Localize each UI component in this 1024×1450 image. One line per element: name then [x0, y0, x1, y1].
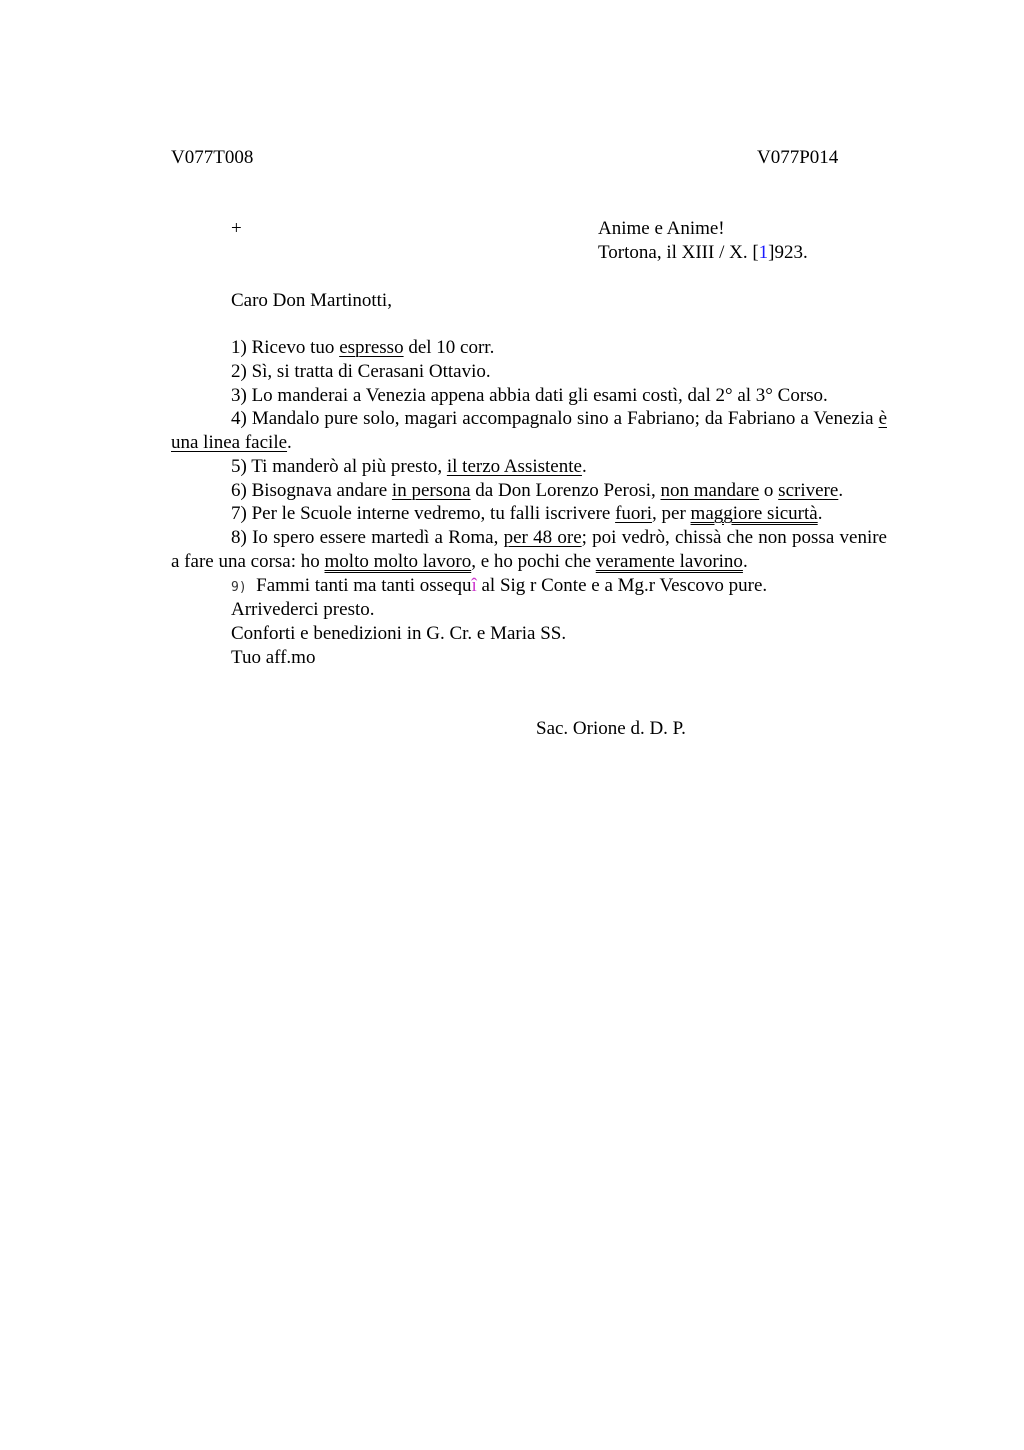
list-item-6 [231, 479, 843, 503]
list-item-4 [171, 407, 887, 455]
item-text: . [287, 432, 292, 453]
item-text: al Sig r Conte e a Mg.r Vescovo pure. [476, 575, 768, 596]
document-code-right: V077P014 [757, 147, 839, 168]
signature: Sac. Orione d. D. P. [536, 718, 686, 739]
underlined-text: espresso [339, 337, 404, 358]
item-text: Fammi tanti ma tanti ossequ [246, 575, 472, 596]
underlined-text: il terzo Assistente [446, 456, 582, 477]
dateline-correction: 1 [758, 242, 769, 263]
item-text: . [742, 551, 748, 572]
closing-line-2: Conforti e benedizioni in G. Cr. e Maria SS. [231, 623, 567, 644]
list-item-9 [231, 574, 767, 600]
underlined-text: scrivere [778, 480, 839, 501]
item-text: 1) Ricevo tuo [231, 337, 340, 358]
item-text: . [838, 480, 844, 501]
item-text: ; poi vedrò, chissà che non possa venire a fare una corsa: ho [171, 527, 887, 572]
salutation: Caro Don Martinotti, [231, 290, 392, 311]
item-text: 7) Per le Scuole interne vedremo, tu falli iscrivere [231, 503, 616, 524]
motto: Anime e Anime! [598, 218, 725, 239]
item-text: 2) Sì, si tratta di Cerasani Ottavio. [231, 361, 491, 382]
corrected-character: î [471, 575, 477, 596]
double-underlined-text: veramente lavorino [595, 551, 743, 572]
double-underlined-text: molto molto lavoro [324, 551, 472, 572]
underlined-text: in persona [391, 480, 471, 501]
list-item-2 [231, 360, 491, 384]
closing-line-3: Tuo aff.mo [231, 647, 316, 668]
item-text: del 10 corr. [403, 337, 495, 358]
item-text: o [759, 480, 779, 501]
closing-line-1: Arrivederci presto. [231, 599, 375, 620]
underlined-text: fuori [615, 503, 653, 524]
underlined-text: per 48 ore [503, 527, 582, 548]
list-item-5 [231, 455, 587, 479]
item-text: 6) Bisognava andare [231, 480, 392, 501]
underlined-text: non mandare [660, 480, 760, 501]
item-text: , per [652, 503, 691, 524]
underlined-text: è una linea facile [171, 408, 887, 453]
list-item-3 [231, 384, 828, 408]
list-item-1 [231, 336, 494, 360]
item-text: 4) Mandalo pure solo, magari accompagnalo sino a Fabriano; da Fabriano a Venezia [231, 408, 879, 429]
item-text: , e ho pochi che [471, 551, 596, 572]
list-item-7 [231, 502, 822, 526]
dateline-suffix: ]923. [768, 242, 808, 263]
item-text: . [581, 456, 587, 477]
item-text: da Don Lorenzo Perosi, [470, 480, 661, 501]
document-code-left: V077T008 [171, 147, 254, 168]
dateline-prefix: Tortona, il XIII / X. [ [598, 242, 759, 263]
item-text: 8) Io spero essere martedì a Roma, [231, 527, 504, 548]
item-text: 3) Lo manderai a Venezia appena abbia dati gli esami costì, dal 2° al 3° Corso. [231, 385, 828, 406]
item-text: . [817, 503, 823, 524]
item-number: 9) [231, 580, 247, 595]
dateline [598, 241, 808, 265]
cross-symbol: + [231, 218, 242, 239]
double-underlined-text: maggiore sicurtà [690, 503, 818, 524]
item-text: 5) Ti manderò al più presto, [231, 456, 447, 477]
list-item-8 [171, 526, 887, 574]
